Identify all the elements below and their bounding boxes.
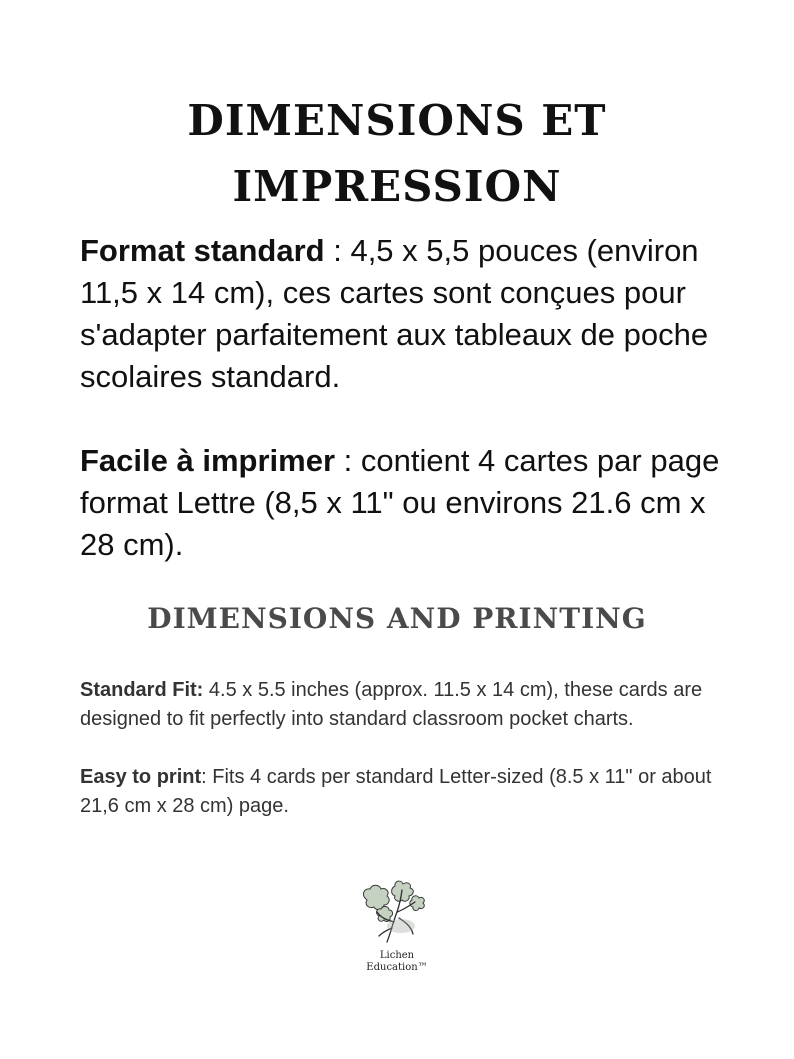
- logo-wordmark: [357, 950, 437, 974]
- printing-paragraph: [80, 440, 730, 566]
- logo-line-1: Lichen: [379, 950, 415, 961]
- english-section: [80, 676, 720, 821]
- fit-text: 4.5 x 5.5 inches (approx. 11.5 x 14 cm), these cards are designed to fit perfectly into standard classroom pocket charts.: [80, 679, 703, 730]
- page-title-english: DIMENSIONS AND PRINTING: [147, 602, 647, 635]
- print-text: : Fits 4 cards per standard Letter-sized (8.5 x 11" or about 21,6 cm x 28 cm) page.: [80, 766, 712, 817]
- format-text: : 4,5 x 5,5 pouces (environ 11,5 x 14 cm), ces cartes sont conçues pour s'adapter parfaitement aux tableaux de poche scolaires standard.: [80, 233, 709, 394]
- page-title-french: [0, 88, 794, 220]
- brand-logo: [357, 878, 437, 982]
- title-line-2: IMPRESSION: [232, 162, 562, 211]
- print-label: Easy to print: [80, 766, 202, 788]
- lichen-icon: [357, 878, 437, 948]
- french-section: [80, 230, 730, 566]
- printing-text: : contient 4 cartes par page format Lettre (8,5 x 11" ou environs 21.6 cm x 28 cm).: [80, 443, 720, 562]
- printing-label: Facile à imprimer: [80, 443, 336, 478]
- logo-line-2: Education™: [366, 962, 428, 973]
- print-paragraph: [80, 763, 720, 821]
- format-paragraph: [80, 230, 730, 398]
- title-line-1: DIMENSIONS ET: [187, 96, 607, 145]
- fit-label: Standard Fit:: [80, 679, 204, 701]
- format-label: Format standard: [80, 233, 325, 268]
- fit-paragraph: [80, 676, 720, 734]
